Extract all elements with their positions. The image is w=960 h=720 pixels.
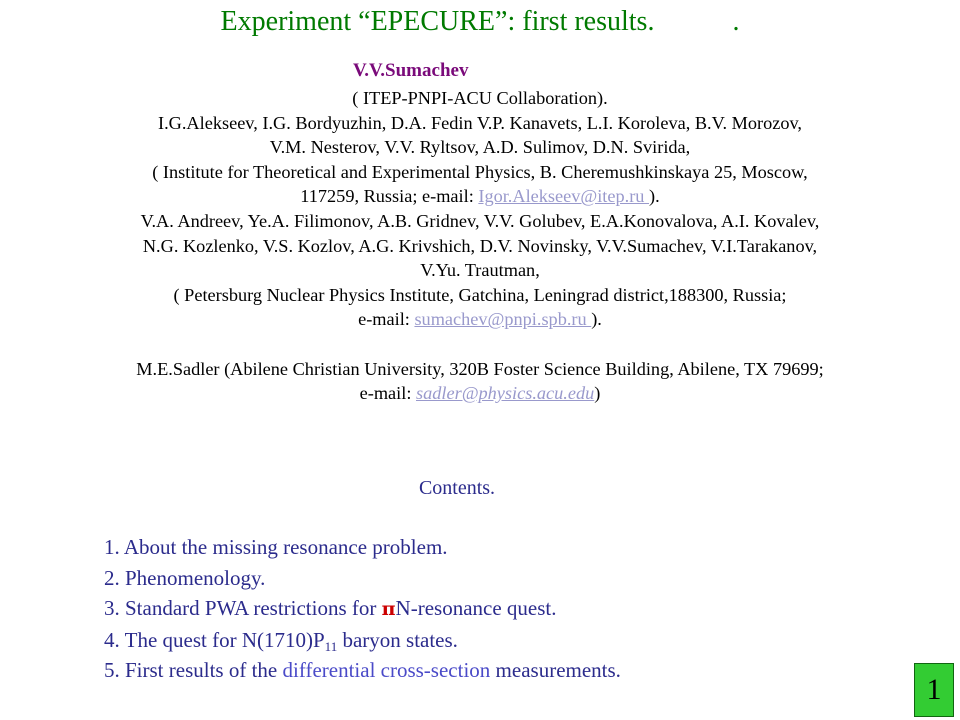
pi-symbol: π: [381, 598, 396, 620]
pnpi-email-prefix: e-mail:: [358, 309, 415, 330]
slide-title-trailing: .: [732, 6, 740, 37]
contents-item-2: 2. Phenomenology.: [104, 565, 266, 590]
collaboration-line: ( ITEP-PNPI-ACU Collaboration).: [352, 88, 608, 108]
itep-address-suffix: ).: [649, 186, 660, 207]
contents-item-4: [104, 625, 621, 656]
itep-address-prefix: 117259, Russia; e-mail:: [300, 186, 479, 207]
author-block: [20, 86, 940, 406]
acu-email-link[interactable]: sadler@physics.acu.edu: [415, 383, 595, 404]
acu-email-line: [20, 381, 940, 406]
pnpi-authors-line-1: V.A. Andreev, Ye.A. Filimonov, A.B. Gridnev, V.V. Golubev, E.A.Konovalova, A.I. Kovalev,: [140, 210, 820, 231]
acu-author-line: M.E.Sadler (Abilene Christian University, 320B Foster Science Building, Abilene, TX 79699;: [136, 358, 824, 379]
pnpi-authors-line-2: N.G. Kozlenko, V.S. Kozlov, A.G. Krivshich, D.V. Novinsky, V.V.Sumachev, V.I.Tarakanov,: [142, 235, 818, 256]
slide-title: [0, 6, 960, 38]
contents-item-3: [104, 593, 621, 625]
slide-title-text: Experiment “EPECURE”: first results.: [220, 6, 655, 37]
pnpi-email-line: [20, 307, 940, 332]
contents-item-1: 1. About the missing resonance problem.: [104, 535, 448, 559]
pnpi-email-suffix: ).: [591, 309, 602, 330]
contents-item-5-pre: 5. First results of the: [104, 658, 283, 682]
contents-item-4-post: baryon states.: [337, 627, 458, 652]
contents-item-3-post: N-resonance quest.: [395, 596, 557, 620]
pnpi-authors-line-3: V.Yu. Trautman,: [420, 260, 540, 281]
presenter-name: V.V.Sumachev: [353, 60, 469, 81]
contents-item-4-subscript: 11: [324, 638, 338, 654]
contents-item-5-post: measurements.: [490, 658, 621, 682]
contents-heading: Contents.: [418, 477, 496, 499]
contents-item-4-pre: 4. The quest for N(1710)P: [104, 627, 325, 652]
itep-authors-line-2: V.M. Nesterov, V.V. Ryltsov, A.D. Sulimov, D.N. Svirida,: [269, 137, 691, 158]
acu-email-prefix: e-mail:: [359, 383, 416, 404]
itep-institute-line: ( Institute for Theoretical and Experimental Physics, B. Cheremushkinskaya 25, Moscow,: [152, 161, 808, 182]
pnpi-email-link[interactable]: sumachev@pnpi.spb.ru: [414, 309, 592, 330]
pnpi-institute-line: ( Petersburg Nuclear Physics Institute, Gatchina, Leningrad district,188300, Russia;: [173, 284, 787, 305]
contents-item-3-pre: 3. Standard PWA restrictions for: [104, 596, 382, 620]
contents-item-5: [104, 655, 621, 686]
contents-item-5-highlight: differential cross-section: [282, 658, 491, 682]
contents-list: [104, 532, 621, 686]
page-number-badge: 1: [914, 663, 954, 717]
itep-email-link[interactable]: Igor.Alekseev@itep.ru: [478, 186, 650, 207]
acu-email-suffix: ): [594, 383, 601, 404]
itep-authors-line-1: I.G.Alekseev, I.G. Bordyuzhin, D.A. Fedin V.P. Kanavets, L.I. Koroleva, B.V. Morozov,: [158, 112, 802, 133]
author-spacer: [20, 332, 940, 357]
itep-address-line: [20, 184, 940, 209]
